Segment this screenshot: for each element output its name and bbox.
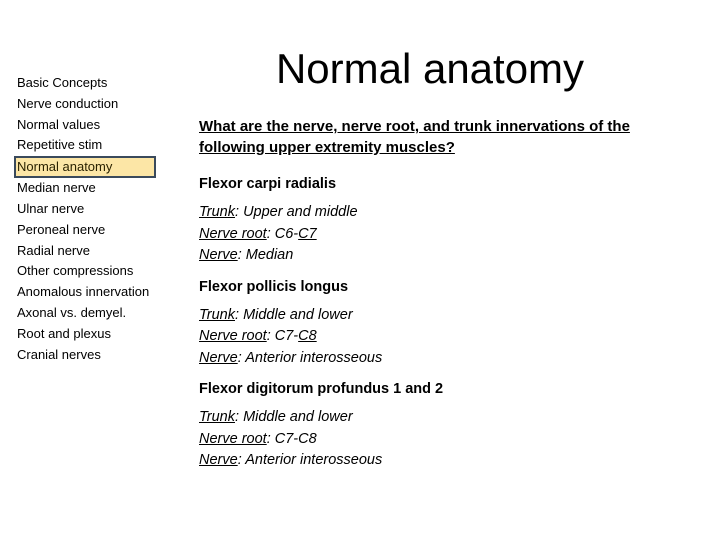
root-label: Nerve root — [199, 225, 267, 242]
nerve-label: Nerve — [199, 349, 238, 366]
trunk-label: Trunk — [199, 204, 235, 220]
nerve-line: Nerve: Median — [199, 247, 294, 263]
slide-content — [199, 116, 699, 482]
nerve-line: Nerve: Anterior interosseous — [199, 452, 383, 468]
root-line: Nerve root: C7-C8 — [199, 430, 317, 447]
nerve-label: Nerve — [199, 452, 238, 468]
root-value-end: C8 — [298, 430, 317, 447]
trunk-value: Middle and lower — [243, 409, 353, 425]
sidebar-item-peroneal-nerve[interactable]: Peroneal nerve — [17, 221, 106, 237]
nerve-label: Nerve — [199, 247, 238, 263]
question-heading: What are the nerve, nerve root, and trunk innervations of the following upper extremity muscles? — [199, 118, 630, 156]
root-label: Nerve root — [199, 328, 267, 344]
sidebar-item-normal-values[interactable]: Normal values — [17, 116, 101, 132]
sidebar-item-nerve-conduction[interactable]: Nerve conduction — [17, 95, 119, 111]
sidebar-item-anomalous-innervation[interactable]: Anomalous innervation — [17, 284, 150, 300]
trunk-label: Trunk — [199, 306, 235, 323]
root-line: Nerve root: C7-C8 — [199, 328, 317, 344]
sidebar-item-repetitive-stim[interactable]: Repetitive stim — [17, 137, 103, 153]
muscle-block — [199, 379, 699, 472]
sidebar-nav — [14, 73, 184, 365]
sidebar-item-radial-nerve[interactable]: Radial nerve — [17, 242, 90, 258]
muscle-name: Flexor carpi radialis — [199, 176, 337, 192]
root-value-start: C7- — [274, 328, 299, 344]
root-value-end: C8 — [298, 328, 317, 344]
root-line: Nerve root: C6-C7 — [199, 225, 317, 242]
sidebar-item-median-nerve[interactable]: Median nerve — [17, 180, 96, 196]
trunk-line: Trunk: Middle and lower — [199, 306, 353, 323]
nerve-value: Anterior interosseous — [245, 452, 383, 468]
nerve-value: Anterior interosseous — [245, 349, 383, 366]
muscle-block — [199, 277, 699, 370]
page-title: Normal anatomy — [275, 45, 585, 92]
root-value-end: C7 — [298, 225, 317, 242]
root-value-start: C7- — [274, 430, 299, 447]
root-value-start: C6- — [274, 225, 299, 242]
trunk-line: Trunk: Middle and lower — [199, 409, 353, 425]
sidebar-item-axonal-vs-demyel[interactable]: Axonal vs. demyel. — [17, 304, 127, 320]
muscle-name: Flexor digitorum profundus 1 and 2 — [199, 381, 444, 397]
sidebar-item-cranial-nerves[interactable]: Cranial nerves — [17, 346, 101, 362]
trunk-value: Middle and lower — [243, 306, 353, 323]
trunk-label: Trunk — [199, 409, 235, 425]
sidebar-item-root-and-plexus[interactable]: Root and plexus — [17, 325, 111, 341]
root-label: Nerve root — [199, 430, 267, 447]
nerve-line: Nerve: Anterior interosseous — [199, 349, 383, 366]
nerve-value: Median — [245, 247, 294, 263]
sidebar-item-basic-concepts[interactable]: Basic Concepts — [17, 75, 108, 90]
trunk-line: Trunk: Upper and middle — [199, 204, 358, 220]
muscle-name: Flexor pollicis longus — [199, 278, 349, 295]
muscle-block — [199, 174, 699, 267]
sidebar-item-normal-anatomy[interactable]: Normal anatomy — [14, 156, 156, 178]
sidebar-item-ulnar-nerve[interactable]: Ulnar nerve — [17, 200, 85, 216]
sidebar-item-other-compressions[interactable]: Other compressions — [17, 263, 134, 279]
trunk-value: Upper and middle — [243, 204, 358, 220]
